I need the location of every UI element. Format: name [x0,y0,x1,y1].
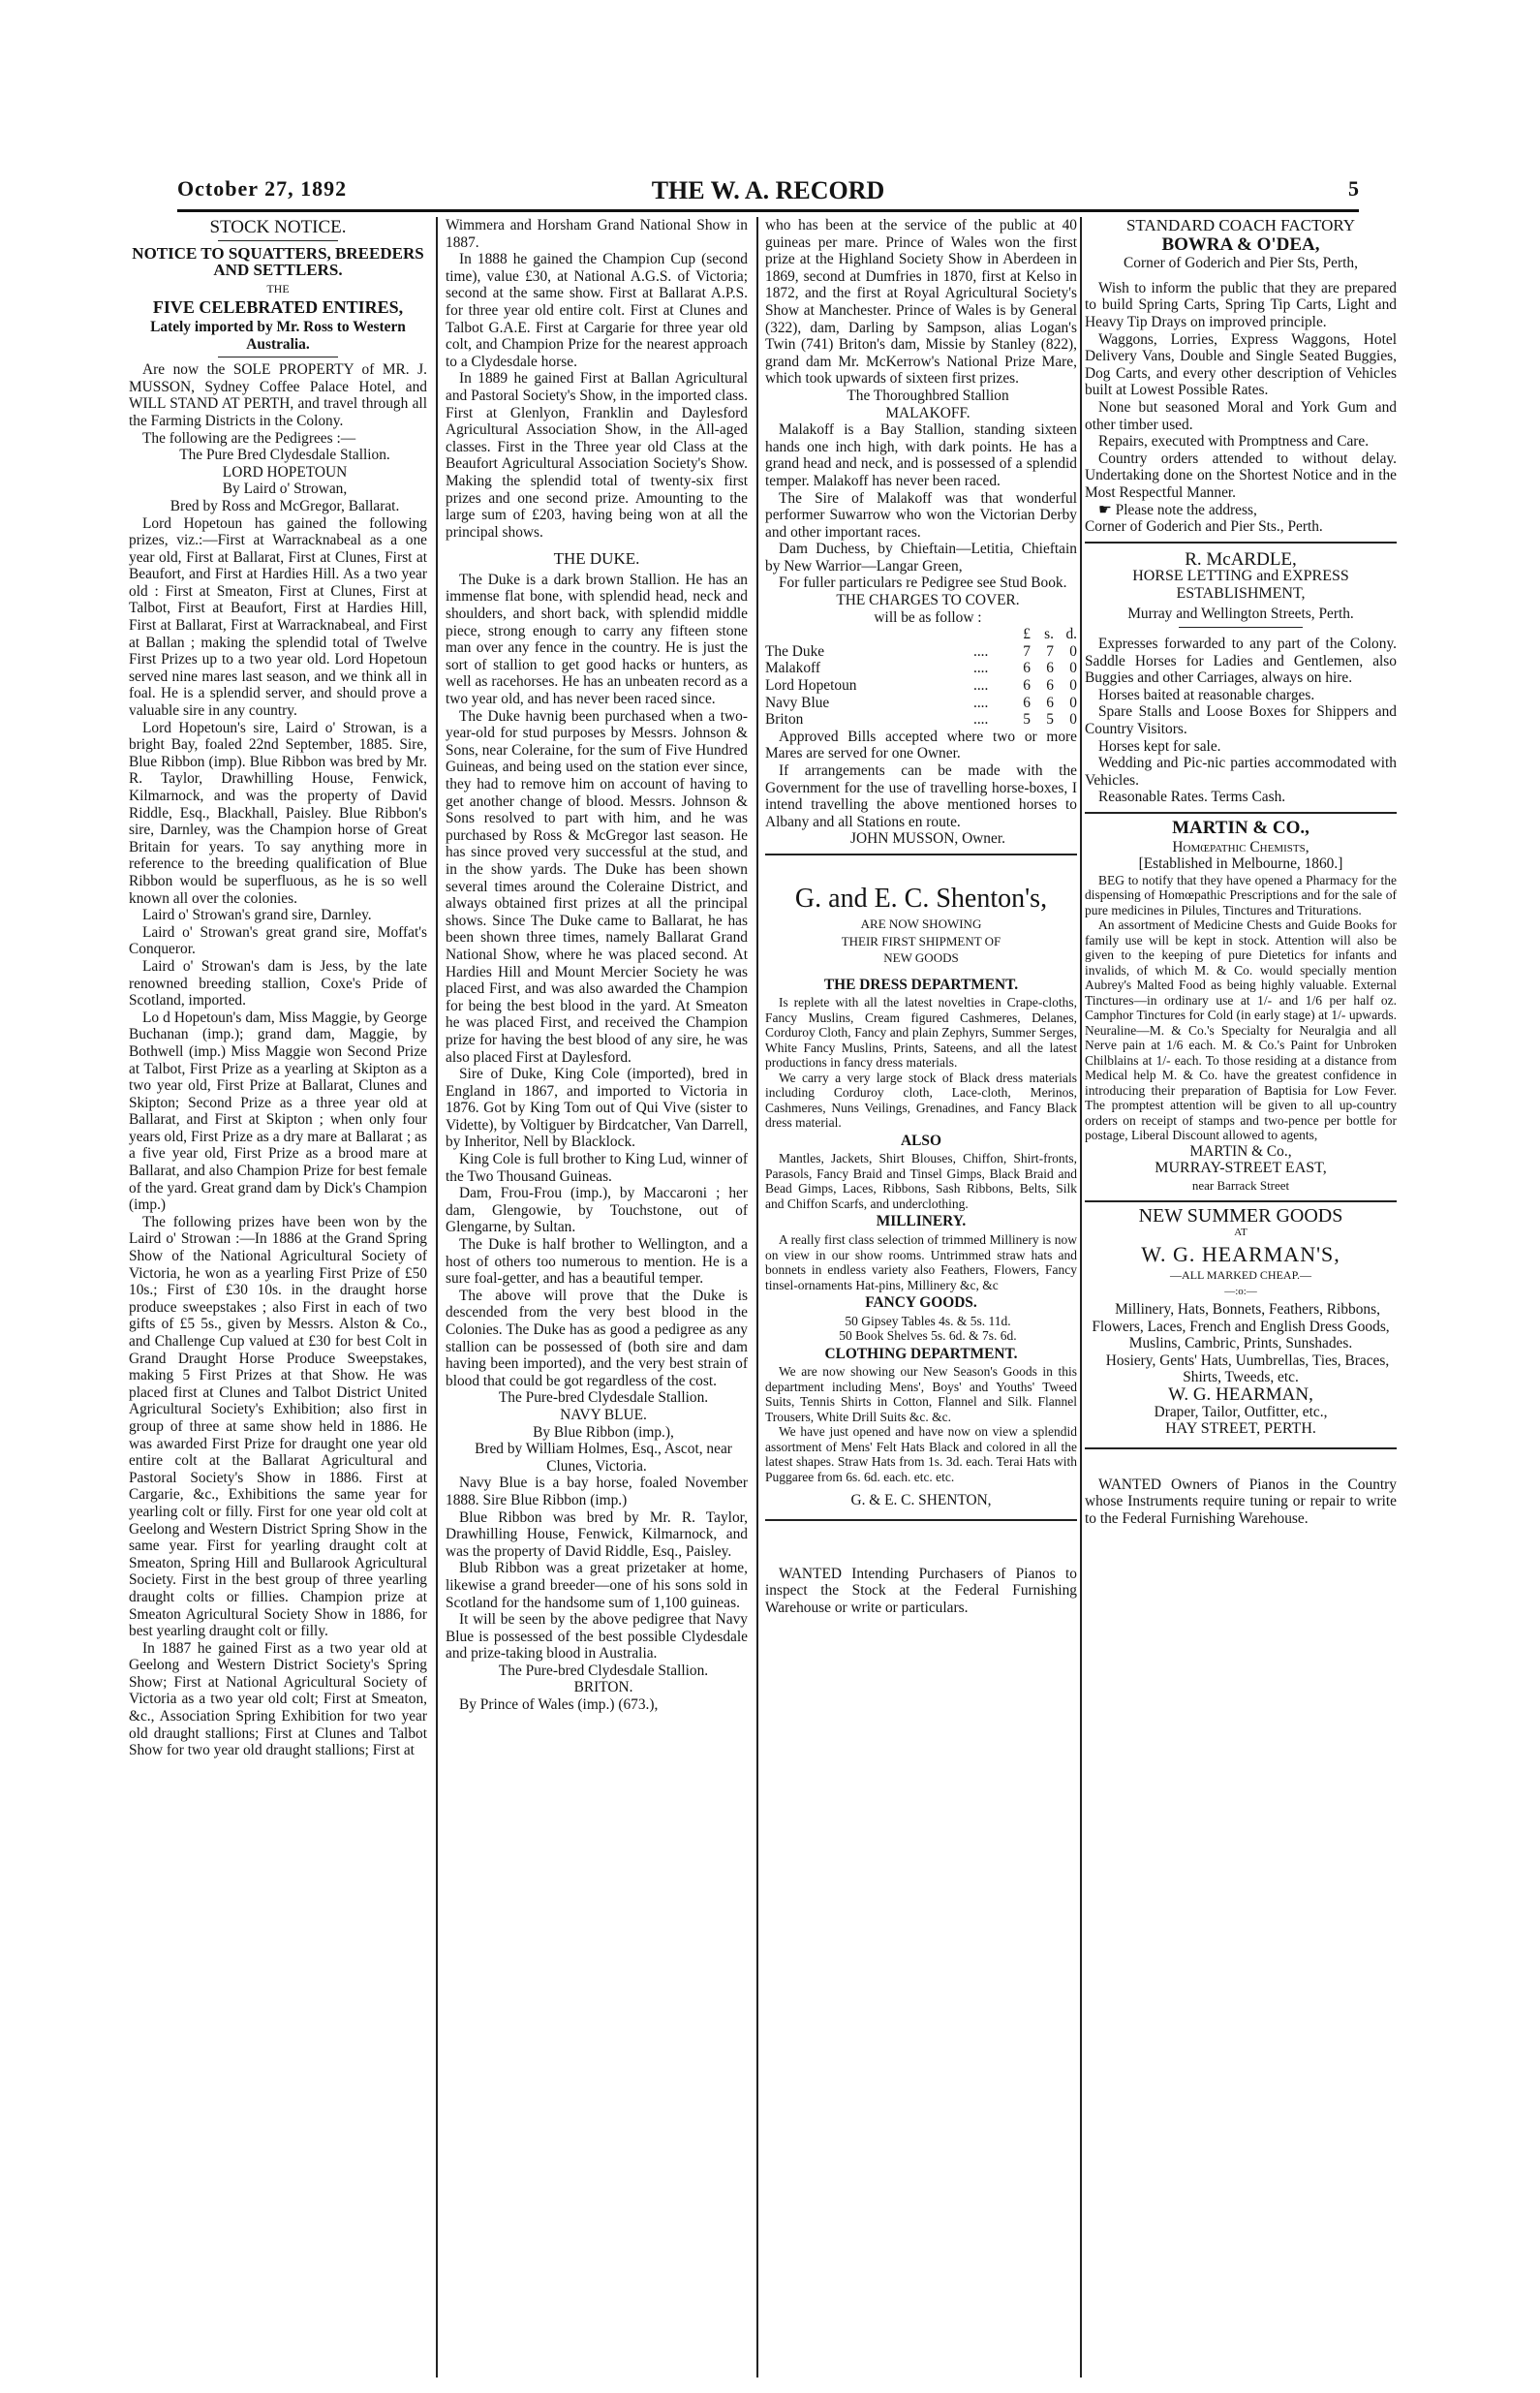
business-name: BOWRA & O'DEA, [1161,233,1320,255]
column-2 [446,217,748,2381]
text-paragraph: Dam, Frou-Frou (imp.), by Maccaroni ; her dam, Glengowie, by Touchstone, out of Glengarne, by Sultan. [446,1185,748,1236]
business-name: W. G. HEARMAN'S, [1141,1241,1340,1266]
table-cell: .... [972,677,989,695]
divider [1179,627,1304,628]
column-divider [436,217,438,2377]
text-line: —:o:— [1224,1286,1257,1298]
table-cell: Lord Hopetoun [765,677,857,695]
text-paragraph: The Duke is a dark brown Stallion. He has an immense flat bone, with splendid head, neck and shoulders, and short back, with splendid middle piece, strong enough to carry any fifteen stone man over any fence in the country. He is just the sort of stallion to get good hacks or hunters, as well as racehorses. He has an unbeaten record as a two year old, and has never been raced since. [446,571,748,708]
text-paragraph: who has been at the service of the public at 40 guineas per mare. Prince of Wales won the first prize at the Highland Society Show in Aberdeen in 1869, second at Dumfries in 1870, first at Kelso in 1872, and the first at Royal Agricultural Society's Show at Manchester. Prince of Wales is by General (322), dam, Darling by Sampson, alias Logan's Twin (741) Briton's dam, Missie by Stanley (822), grand dam Mr. McKerrow's National Prize Mare, which took upwards of sixteen first prizes. [765,217,1077,388]
text-line: 50 Book Shelves 5s. 6d. & 7s. 6d. [839,1328,1017,1344]
section-heading: STANDARD COACH FACTORY [1125,217,1356,234]
text-paragraph: Expresses forwarded to any part of the Colony. Saddle Horses for Ladies and Gentlemen, also Buggies and other Carriages, always on hire. [1085,636,1397,687]
table-cell: .... [972,660,989,677]
text-paragraph: By Prince of Wales (imp.) (673.), [459,1696,659,1714]
issue-date: October 27, 1892 [177,176,348,201]
entries-heading: FIVE CELEBRATED ENTIRES, [152,297,404,318]
text-line: Draper, Tailor, Outfitter, etc., [1154,1403,1328,1420]
table-cell: 0 [1069,694,1077,711]
section-heading: BRITON. [573,1679,633,1696]
text-line: Corner of Goderich and Pier Sts, Perth, [1124,255,1358,272]
table-cell: 6 [1023,677,1031,695]
text-paragraph: Are now the SOLE PROPERTY of MR. J. MUSSON, Sydney Coffee Palace Hotel, and WILL STAND AT PERTH, and travel through all the Farming Districts in the Colony. [129,361,427,429]
signature: MURRAY-STREET EAST, [1155,1160,1327,1177]
text-paragraph: Wimmera and Horsham Grand National Show in 1887. [446,217,748,251]
table-cell: 5 [1046,711,1054,729]
section-heading: NEW SUMMER GOODS [1138,1204,1343,1227]
text-line: The Pure Bred Clydesdale Stallion. [179,447,390,464]
table-cell: 5 [1023,711,1031,729]
text-line: AT [1234,1227,1247,1239]
text-paragraph: In 1888 he gained the Champion Cup (second time), value £30, at National A.G.S. of Victoria; second at the same show. First at Ballarat A.P.S. for three year old entire colt. First at Clunes and Talbot G.A.E. First at Cargarie for three year old colt, and Champion Prize for the nearest approach to a Clydesdale horse. [446,251,748,370]
text-paragraph: BEG to notify that they have opened a Pharmacy for the dispensing of Homœpathic Prescriptions and for the sale of pure medicines in Pilules, Tinctures and Triturations. [1085,872,1397,917]
text-paragraph: Horses kept for sale. [1098,737,1221,755]
text-paragraph: Millinery, Hats, Bonnets, Feathers, Ribbons, Flowers, Laces, French and English Dress Goods, Muslins, Cambric, Prints, Sunshades. [1092,1300,1390,1352]
text-paragraph: The following prizes have been won by the Laird o' Strowan :—In 1886 at the Grand Spring Show of the National Agricultural Society of Victoria, he won as a yearling First Prize of £50 10s.; First of £30 10s. in the draught horse produce sweepstakes ; also First in each of two gifts of £5 5s., given by Messrs. Alston & Co., and Challenge Cup valued at £30 for best Colt in Grand Draught Horse Produce Sweepstakes, making 5 First Prizes at that Show. He was placed first at Clunes and Talbot District United Agricultural Society's Exhibition; also first in group of three at same show held in 1886. He was awarded First Prize for draught one year old entire colt at the Ballarat Agricultural and Pastoral Society's Show in 1886. First at Cargarie, &c., Exhibitions the same year for yearling colt or filly. First for one year old colt at Geelong and Western District Spring Show in the same year. First for yearling draught colt at Smeaton, Spring Hill and Bullarook Agricultural Society. First in the best group of three yearling draught colts or fillies. Champion prize at Smeaton Agricultural Society Show in 1886, for best yearling draught colt or filly. [129,1213,427,1640]
text-line: Bred by Ross and McGregor, Ballarat. [169,497,400,514]
text-paragraph: None but seasoned Moral and York Gum and other timber used. [1085,398,1397,433]
section-heading: FANCY GOODS. [865,1294,977,1312]
section-heading: MILLINERY. [876,1213,967,1230]
text-paragraph: A really first class selection of trimmed Millinery is now on view in our show rooms. Untrimmed straw hats and bonnets in endless variety also Feathers, Flowers, Fancy tinsel-ornaments Hat-pins, Millinery &c, &c [765,1232,1077,1292]
table-cell: 0 [1069,711,1077,729]
table-cell: 6 [1023,694,1031,711]
table-row [765,660,1077,677]
column-4 [1085,217,1397,2381]
business-name: MARTIN & CO., [1172,818,1309,838]
text-paragraph: Waggons, Lorries, Express Waggons, Hotel Delivery Vans, Double and Single Seated Buggies, Dog Carts, and every other description of Vehicles built at Lowest Possible Rates. [1085,330,1397,399]
text-paragraph: Repairs, executed with Promptness and Care. [1098,433,1370,451]
text-line: ARE NOW SHOWING [860,916,982,931]
text-paragraph: Horses baited at reasonable charges. [1098,686,1315,703]
text-paragraph: Lord Hopetoun's sire, Laird o' Strowan, is a bright Bay, foaled 22nd September, 1885. Sire, Blue Ribbon (imp). Blue Ribbon was bred by Mr. R. Taylor, Drawhilling House, Fenwick, Kilmarnock, and was the property of David Riddle, Esq., Blackhall, Paisley. Blue Ribbon's sire, Darnley, was the Champion horse of Great Britain for years. To say anything more in reference to the breeding qualification of Blue Ribbon would be superfluous, as he is so well known all over the colonies. [129,719,427,907]
section-heading: THE DRESS DEPARTMENT. [823,976,1019,993]
section-heading: CLOTHING DEPARTMENT. [824,1345,1018,1362]
text-line: —ALL MARKED CHEAP.— [1170,1267,1311,1282]
text-paragraph: The Duke havnig been purchased when a two-year-old for stud purposes by Messrs. Johnson & Sons, near Coleraine, for the sum of Five Hundred Guineas, and being used on the station ever since, they had to remove him on account of having to get another change of blood. Messrs. Johnson & Sons resolved to part with him, and he was purchased by Ross & McGregor last season. He has since proved very successful at the stud, and in the show yards. The Duke has been shown several times around the Coleraine District, and always obtained first prizes at all the principal shows. Since The Duke came to Ballarat, he has been shown three times, namely Ballarat Grand National Show, where he was placed second. At Hardies Hill and Mount Mercier Society he was placed First, and was also awarded the Champion for being the best blood in the yard. At Smeaton he was placed First, and received the Champion prize for having the best blood of any sire, he was also placed First at Daylesford. [446,707,748,1066]
text-paragraph: The following are the Pedigrees :— [142,429,356,447]
stock-notice-heading: STOCK NOTICE. [209,217,347,237]
table-header-cell: s. [1044,626,1054,643]
newspaper-title: THE W. A. RECORD [651,176,885,204]
text-line: The Thoroughbred Stallion [847,387,1009,404]
notice-heading: NOTICE TO SQUATTERS, BREEDERS AND SETTLERS. [132,243,424,280]
text-line: [Established in Melbourne, 1860.] [1138,855,1343,873]
text-line: Homœpathic Chemists, [1172,838,1309,855]
table-row [765,643,1077,661]
text-paragraph: Wish to inform the public that they are prepared to build Spring Carts, Spring Tip Carts, Light and Heavy Tip Drays on improved principle. [1085,279,1397,330]
column-divider [1080,217,1082,2377]
section-heading: THE DUKE. [553,549,640,569]
text-paragraph: Lord Hopetoun has gained the following prizes, viz.:—First at Warracknabeal as a one year old, First at Ballarat, First at Clunes, First at Beaufort, and First at Hardies Hill. As a two year old : First at Smeaton, First at Clunes, First at Talbot, First at Beaufort, First at Hardies Hill, First at Ballarat, First at Warracknabeal, and First at Ballan ; making the splendid total of Twelve First Prizes up to a two year old. Lord Hopetoun served nine mares last season, and we think all in foal. He is a splendid server, and should prove a valuable sire in any country. [129,514,427,720]
text-line: Please note the address, [1115,501,1257,518]
section-heading: HORSE LETTING and EXPRESS ESTABLISHMENT, [1132,568,1349,602]
horse-name: LORD HOPETOUN [222,463,348,481]
text-paragraph: If arrangements can be made with the Government for the use of travelling horse-boxes, I intend travelling the above mentioned horses to Albany and all Stations en route. [765,762,1077,830]
divider [1085,812,1397,814]
table-cell: 0 [1069,677,1077,695]
text-line: will be as follow : [874,608,982,626]
text-line: near Barrack Street [1191,1177,1290,1193]
text-paragraph: Navy Blue is a bay horse, foaled November 1888. Sire Blue Ribbon (imp.) [446,1475,748,1508]
business-name: R. McARDLE, [1185,548,1297,570]
page-header [177,176,1359,205]
table-row [765,695,1077,712]
text-paragraph: Hosiery, Gents' Hats, Uumbrellas, Ties, Braces, Shirts, Tweeds, etc. [1105,1352,1390,1386]
divider [218,240,337,241]
table-row [765,711,1077,729]
the-label: THE [266,281,290,295]
divider [765,1519,1077,1521]
table-header-row [765,626,1077,643]
table-cell: 6 [1046,660,1054,677]
text-paragraph: Reasonable Rates. Terms Cash. [1098,789,1286,806]
table-row [765,677,1077,695]
table-cell: .... [972,642,989,660]
text-paragraph: Laird o' Strowan's dam is Jess, by the late renowned breeding stallion, Coxe's Pride of Scotland, imported. [129,957,427,1010]
table-cell: The Duke [765,642,825,660]
table-header-cell: £ [1023,626,1031,643]
column-divider [756,217,758,2377]
text-paragraph: We carry a very large stock of Black dress materials including Corduroy cloth, Lace-cloth, Merinos, Cashmeres, Nuns Veilings, Grenadines, and Fancy Black dress material. [765,1070,1077,1131]
text-paragraph: Sire of Duke, King Cole (imported), bred in England in 1867, and imported to Victoria in 1876. Got by King Tom out of Qui Vive (sister to Vidette), by Voltiguer by Birdcatcher, Van Darrell, by Inheritor, Nell by Blacklock. [446,1066,748,1151]
table-cell: .... [972,711,989,729]
divider [1085,542,1397,544]
divider [765,854,1077,855]
header-rule [177,209,1359,212]
text-paragraph: Wedding and Pic-nic parties accommodated with Vehicles. [1085,755,1397,789]
table-header-cell: d. [1065,626,1077,643]
text-paragraph: For fuller particulars re Pedigree see Stud Book. [779,575,1067,592]
text-line: NEW GOODS [883,950,959,966]
text-paragraph: Is replete with all the latest novelties in Crape-cloths, Fancy Muslins, Cream figured Cashmeres, Delanes, Corduroy Cloth, Fancy and plain Zephyrs, Summer Serges, White Fancy Muslins, Prints, Sateens, and all the latest productions in fancy dress materials. [765,995,1077,1071]
text-line: 50 Gipsey Tables 4s. & 5s. 11d. [845,1313,1011,1328]
charges-table [765,626,1077,729]
text-paragraph: Laird o' Strowan's great grand sire, Moffat's Conqueror. [129,923,427,958]
text-paragraph: Spare Stalls and Loose Boxes for Shippers and Country Visitors. [1085,703,1397,738]
divider [1085,1200,1397,1202]
page-number: 5 [1348,176,1359,201]
text-paragraph: King Cole is full brother to King Lud, winner of the Two Thousand Guineas. [446,1151,748,1185]
text-paragraph: Dam Duchess, by Chieftain—Letitia, Chieftain by New Warrior—Langar Green, [765,541,1077,575]
table-cell: Navy Blue [765,694,830,711]
text-line: By Laird o' Strowan, [222,481,348,498]
text-line: Bred by William Holmes, Esq., Ascot, near Clunes, Victoria. [475,1441,732,1475]
text-paragraph: The above will prove that the Duke is descended from the very best blood in the Colonies. The Duke has as good a pedigree as any stallion can be possessed of (both sire and dam having been imported), and the very best strain of blood that could be got regardless of the cost. [446,1287,748,1389]
divider [1085,1447,1397,1449]
signature: W. G. HEARMAN, [1168,1383,1313,1405]
text-line: HAY STREET, PERTH. [1165,1420,1316,1438]
table-cell: .... [972,694,989,711]
text-line: Murray and Wellington Streets, Perth. [1127,606,1354,623]
text-paragraph: WANTED Intending Purchasers of Pianos to inspect the Stock at the Federal Furnishing Warehouse or write or particulars. [765,1565,1077,1616]
text-paragraph [1085,502,1397,519]
text-line: THEIR FIRST SHIPMENT OF [841,933,1001,948]
column-3 [765,217,1077,2381]
signature: G. & E. C. SHENTON, [850,1492,992,1509]
text-paragraph: An assortment of Medicine Chests and Guide Books for family use will be kept in stock. Attention will also be given to the keeping of pure Dietetics for infants and invalids, of which M. & Co. would specially mention Aubrey's Malted Food as being highly valuable. External Tinctures—in ordinary use at 1/- and 1/6 per half oz. Camphor Tinctures for Cold (in early stage) at 1/- upwards. Neuraline—M. & Co.'s Specialty for Neuralgia and all Nerve pain at 1/6 each. M. & Co.'s Paint for Unbroken Chilblains at 1/- each. To those residing at a distance from Medical help M. & Co. have the greatest confidence in introducing their preparation of Baptisia for Low Fever. The promptest attention will be given to all up-country orders on receipt of stamps and two-pence per bottle for postage, Liberal Discount allowed to agents, [1085,917,1397,1143]
imported-line: Lately imported by Mr. Ross to Western Australia. [150,318,406,353]
text-paragraph: Laird o' Strowan's grand sire, Darnley. [142,907,372,924]
column-1 [129,217,427,2381]
text-line: The Pure-bred Clydesdale Stallion. [498,1389,709,1407]
shenton-title: G. and E. C. Shenton's, [794,883,1048,914]
table-cell: 0 [1069,660,1077,677]
table-cell: Malakoff [765,660,820,677]
text-paragraph: Mantles, Jackets, Shirt Blouses, Chiffon, Shirt-fronts, Parasols, Fancy Braid and Tinsel Gimps, Black Braid and Bead Gimps, Laces, Ribbons, Sash Ribbons, Belts, Silk and Chiffon Scarfs, and underclothing. [765,1151,1077,1211]
section-heading: ALSO [901,1132,941,1149]
text-paragraph: Blub Ribbon was a great prizetaker at home, likewise a grand breeder—one of his sons sold in Scotland for the handsome sum of 1,100 guineas. [446,1560,748,1611]
table-cell: 6 [1046,677,1054,695]
text-paragraph: Approved Bills accepted where two or more Mares are served for one Owner. [765,728,1077,762]
text-paragraph: Lo d Hopetoun's dam, Miss Maggie, by George Buchanan (imp.); grand dam, Maggie, by Bothwell (imp.) Miss Maggie won Second Prize at Talbot, First Prize as a yearling at Skipton as a two year old, First Prize at Ballarat, Clunes and Skipton; Second Prize as a three year old at Ballarat, and First at Skipton ; when only four years old, First Prize as a dry mare at Ballarat ; as a five year old, First Prize as a brood mare at Ballarat, and also Champion Prize for best female of the yard. Great grand dam by Dick's Champion (imp.) [129,1009,427,1214]
section-heading: NAVY BLUE. [560,1406,647,1423]
table-cell: 7 [1023,642,1031,660]
text-paragraph: Corner of Goderich and Pier Sts., Perth. [1085,518,1323,536]
text-paragraph: Blue Ribbon was bred by Mr. R. Taylor, Drawhilling House, Fenwick, Kilmarnock, and was the property of David Riddle, Esq., Paisley. [446,1508,748,1560]
signature: JOHN MUSSON, Owner. [850,830,1005,848]
text-paragraph: Malakoff is a Bay Stallion, standing sixteen hands one inch high, with dark points. He has a grand head and neck, and is possessed of a splendid temper. Malakoff has never been raced. [765,421,1077,489]
pointing-hand-icon: ☛ [1098,501,1112,518]
section-heading: MALAKOFF. [885,404,970,421]
table-cell: 0 [1069,642,1077,660]
table-cell: Briton [765,711,804,729]
table-cell: 7 [1046,642,1054,660]
table-cell: 6 [1023,660,1031,677]
text-paragraph: In 1887 he gained First as a two year old at Geelong and Western District Society's Spring Show; First at National Agricultural Society of Victoria as a two year old colt; First at Smeaton, &c., Association Spring Exhibition for two year old draught stallions; First at Clunes and Talbot Show for two year old draught stallions; First at [129,1639,427,1759]
text-paragraph: The Sire of Malakoff was that wonderful performer Suwarrow who won the Victorian Derby and other important races. [765,489,1077,541]
table-cell: 6 [1046,694,1054,711]
text-paragraph: It will be seen by the above pedigree that Navy Blue is possessed of the best possible Clydesdale and prize-taking blood in Australia. [446,1611,748,1663]
text-paragraph: In 1889 he gained First at Ballan Agricultural and Pastoral Society's Show, in the imported class. First at Glenlyon, Franklin and Daylesford Agricultural Association Show, in the All-aged classes. First in the Three year old Class at the Beaufort Agricultural Association Society's Show. Making the splendid total of twenty-six first prizes and one second prize. Amounting to the large sum of £203, having being won at all the principal shows. [446,370,748,541]
text-paragraph: Country orders attended to without delay. Undertaking done on the Shortest Notice and in the Most Respectful Manner. [1085,450,1397,501]
text-line: The Pure-bred Clydesdale Stallion. [498,1662,709,1679]
text-paragraph: We have just opened and have now on view a splendid assortment of Mens' Felt Hats Black and colored in all the latest shapes. Straw Hats from 1s. 3d. each. Terai Hats with Puggaree from 6s. 6d. each. etc. etc. [765,1424,1077,1484]
charges-heading: THE CHARGES TO COVER. [836,592,1020,609]
text-paragraph: We are now showing our New Season's Goods in this department including Mens', Boys' and Youths' Tweed Suits, Tennis Shirts in Cotton, Flannel and Silk. Flannel Trousers, White Drill Suits &c. &c. [765,1364,1077,1424]
signature: MARTIN & Co., [1189,1142,1292,1160]
text-line: By Blue Ribbon (imp.), [533,1423,674,1441]
text-paragraph: The Duke is half brother to Wellington, and a host of others too numerous to mention. He is a sure foal-getter, and has a beautiful temper. [446,1236,748,1288]
text-paragraph: WANTED Owners of Pianos in the Country whose Instruments require tuning or repair to write to the Federal Furnishing Warehouse. [1085,1476,1397,1527]
